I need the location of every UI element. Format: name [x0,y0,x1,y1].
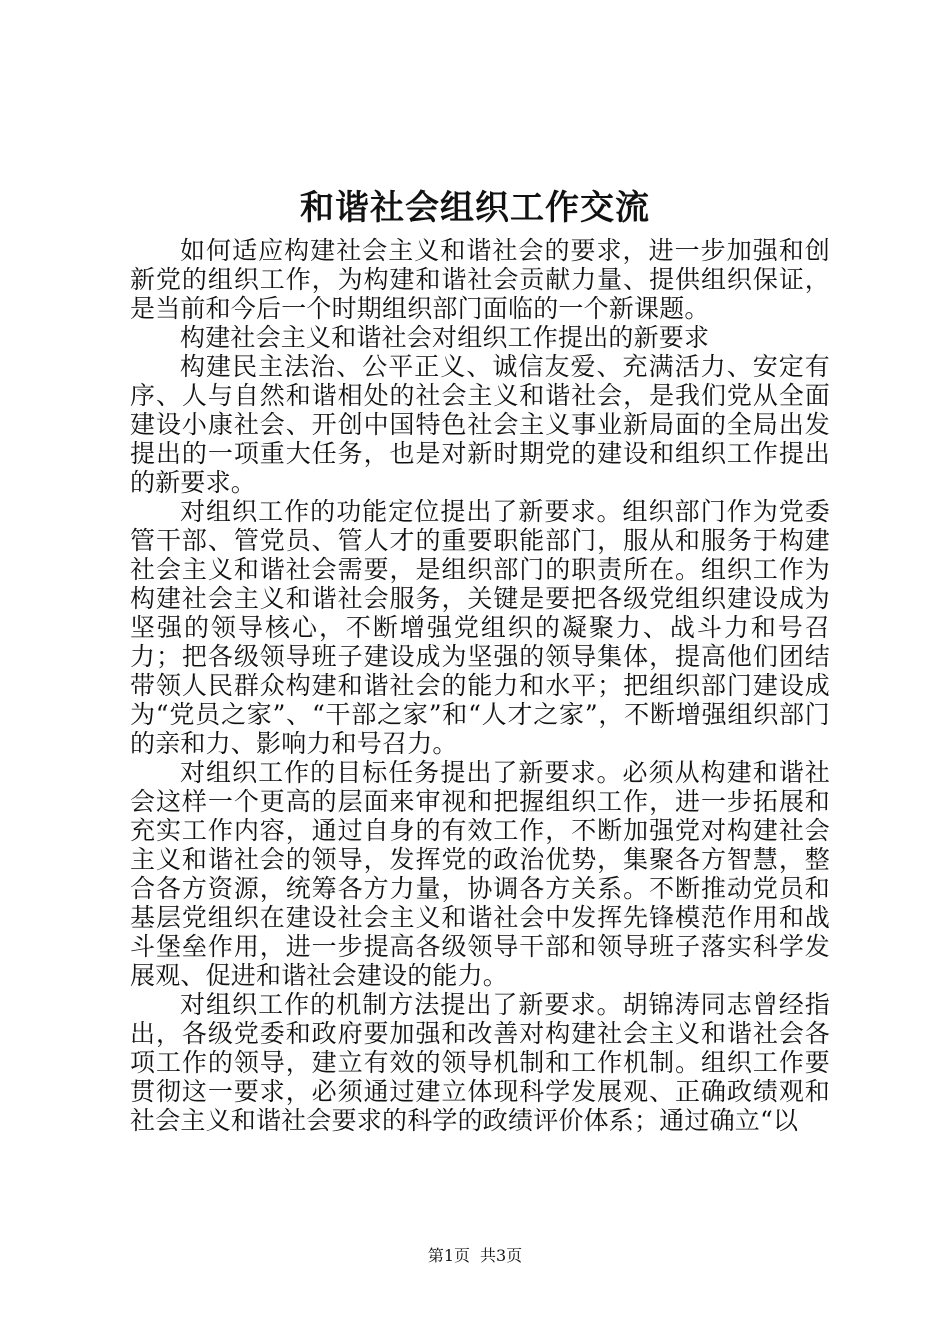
page-number-total: 共3页 [480,1246,523,1265]
paragraph-overview: 构建民主法治、公平正义、诚信友爱、充满活力、安定有序、人与自然和谐相处的社会主义和谐社会，是我们党从全面建设小康社会、开创中国特色社会主义事业新局面的全局出发提出的一项重大任务，也是对新时期党的建设和组织工作提出的新要求。 [130,352,830,497]
page-footer [0,1244,950,1268]
document-body [130,236,830,1135]
document-title: 和谐社会组织工作交流 [300,188,650,228]
paragraph-function-positioning: 对组织工作的功能定位提出了新要求。组织部门作为党委管干部、管党员、管人才的重要职能部门，服从和服务于构建社会主义和谐社会需要，是组织部门的职责所在。组织工作为构建社会主义和谐社会服务，关键是要把各级党组织建设成为坚强的领导核心，不断增强党组织的凝聚力、战斗力和号召力；把各级领导班子建设成为坚强的领导集体，提高他们团结带领人民群众构建和谐社会的能力和水平；把组织部门建设成为“党员之家”、“干部之家”和“人才之家”，不断增强组织部门的亲和力、影响力和号召力。 [130,497,830,758]
paragraph-goals-tasks: 对组织工作的目标任务提出了新要求。必须从构建和谐社会这样一个更高的层面来审视和把握组织工作，进一步拓展和充实工作内容，通过自身的有效工作，不断加强党对构建社会主义和谐社会的领导，发挥党的政治优势，集聚各方智慧，整合各方资源，统筹各方力量，协调各方关系。不断推动党员和基层党组织在建设社会主义和谐社会中发挥先锋模范作用和战斗堡垒作用，进一步提高各级领导干部和领导班子落实科学发展观、促进和谐社会建设的能力。 [130,758,830,990]
page-number-current: 第1页 [427,1246,470,1265]
paragraph-mechanism-methods: 对组织工作的机制方法提出了新要求。胡锦涛同志曾经指出，各级党委和政府要加强和改善对构建社会主义和谐社会各项工作的领导，建立有效的领导机制和工作机制。组织工作要贯彻这一要求，必须通过建立体现科学发展观、正确政绩观和社会主义和谐社会要求的科学的政绩评价体系；通过确立“以 [130,990,830,1135]
paragraph-intro: 如何适应构建社会主义和谐社会的要求，进一步加强和创新党的组织工作，为构建和谐社会贡献力量、提供组织保证，是当前和今后一个时期组织部门面临的一个新课题。 [130,236,830,323]
paragraph-section-heading: 构建社会主义和谐社会对组织工作提出的新要求 [180,323,710,352]
